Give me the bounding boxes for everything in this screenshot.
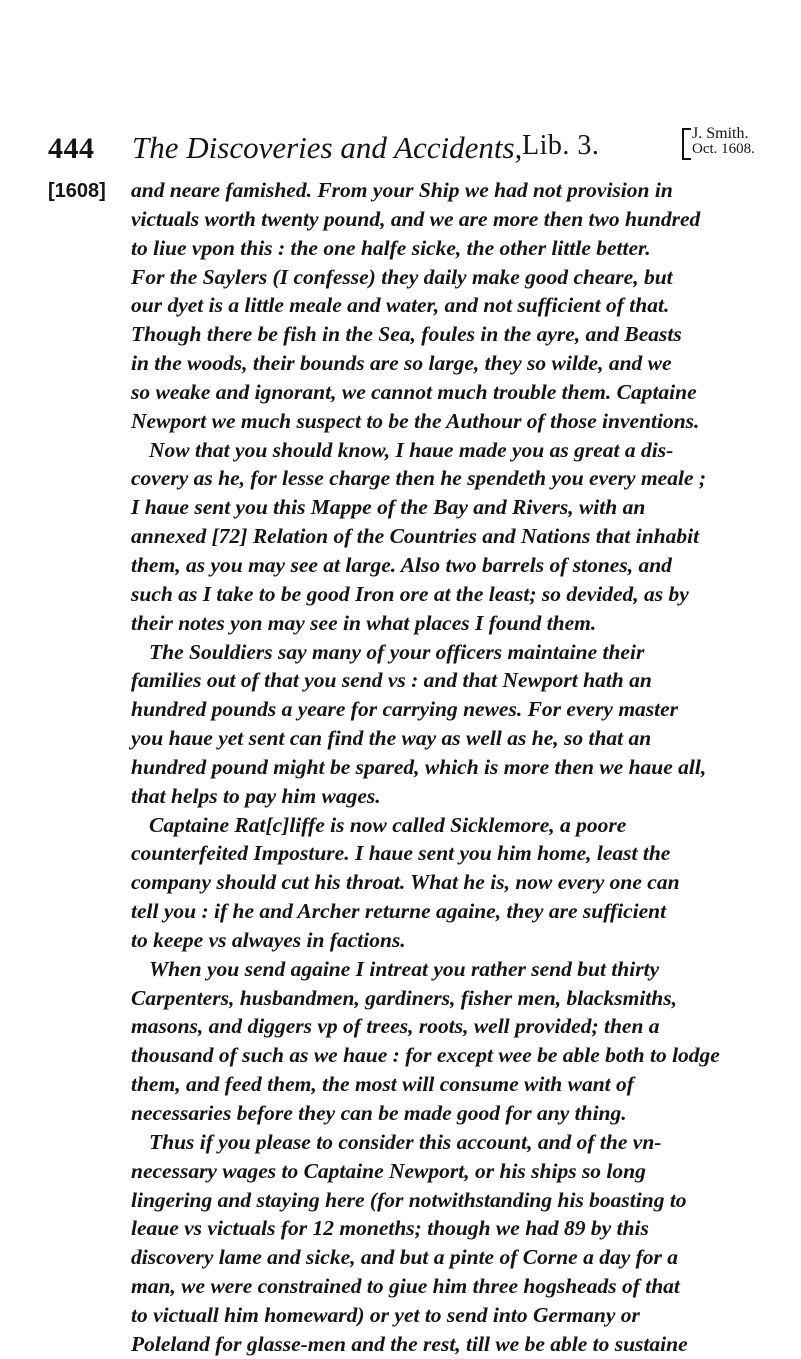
text-line: their notes yon may see in what places I found them. <box>131 610 597 635</box>
text-line: Newport we much suspect to be the Authour of those inventions. <box>131 408 700 433</box>
book-reference: Lib. 3. <box>522 130 600 161</box>
margin-note-author: J. Smith. <box>692 125 749 142</box>
text-line: necessary wages to Captaine Newport, or his ships so long <box>131 1158 646 1183</box>
text-line: Poleland for glasse-men and the rest, till we be able to sustaine <box>131 1331 688 1356</box>
text-line: I haue sent you this Mappe of the Bay and Rivers, with an <box>131 495 646 520</box>
text-line: you haue yet sent can find the way as well as he, so that an <box>131 726 652 751</box>
text-line: hundred pound might be spared, which is more then we haue all, <box>131 754 707 779</box>
text-line: Though there be fish in the Sea, foules in the ayre, and Beasts <box>131 322 682 347</box>
text-line: leaue vs victuals for 12 moneths; though we had 89 by this <box>131 1216 649 1241</box>
text-line: When you send againe I intreat you rather send but thirty <box>149 956 660 981</box>
margin-note-date: Oct. 1608. <box>692 141 755 157</box>
text-line: Thus if you please to consider this account, and of the vn- <box>149 1129 662 1154</box>
text-line: thousand of such as we haue : for except wee be able both to lodge <box>131 1043 720 1068</box>
text-line: Now that you should know, I haue made you as great a dis- <box>149 437 674 462</box>
text-line: to victuall him homeward) or yet to send into Germany or <box>131 1302 640 1327</box>
year-marker: [1608] <box>48 180 106 202</box>
text-line: so weake and ignorant, we cannot much trouble them. Captaine <box>131 379 697 404</box>
running-title: The Discoveries and Accidents, <box>132 130 523 165</box>
text-line: lingering and staying here (for notwithstanding his boasting to <box>131 1187 687 1212</box>
text-line: discovery lame and sicke, and but a pinte of Corne a day for a <box>131 1245 679 1270</box>
text-line: victuals worth twenty pound, and we are more then two hundred <box>131 206 701 231</box>
text-line: covery as he, for lesse charge then he spendeth you every meale ; <box>131 466 707 491</box>
body-text <box>131 176 761 1359</box>
text-line: necessaries before they can be made good for any thing. <box>131 1101 627 1125</box>
text-line: them, as you may see at large. Also two barrels of stones, and <box>131 552 672 577</box>
text-line: to keepe vs alwayes in factions. <box>131 927 406 952</box>
text-line: and neare famished. From your Ship we had not provision in <box>131 178 673 202</box>
text-line: that helps to pay him wages. <box>131 783 381 808</box>
text-line: in the woods, their bounds are so large, they so wilde, and we <box>131 351 672 376</box>
text-line: to liue vpon this : the one halfe sicke, the other little better. <box>131 235 651 260</box>
text-line: counterfeited Imposture. I haue sent you him home, least the <box>131 841 671 866</box>
text-line: Carpenters, husbandmen, gardiners, fisher men, blacksmiths, <box>131 985 677 1010</box>
text-line: Captaine Rat[c]liffe is now called Sicklemore, a poore <box>149 812 627 837</box>
text-line: hundred pounds a yeare for carrying newes. For every master <box>131 697 679 722</box>
text-line: man, we were constrained to giue him three hogsheads of that <box>131 1274 680 1299</box>
text-line: annexed [72] Relation of the Countries and Nations that inhabit <box>131 524 700 549</box>
text-line: For the Saylers (I confesse) they daily make good cheare, but <box>131 264 673 289</box>
page-header <box>48 126 760 166</box>
bracket-icon <box>682 128 691 160</box>
text-line: our dyet is a little meale and water, and not sufficient of that. <box>131 293 670 318</box>
margin-note <box>682 126 762 160</box>
text-line: masons, and diggers vp of trees, roots, well provided; then a <box>131 1014 660 1039</box>
text-line: them, and feed them, the most will consume with want of <box>131 1072 634 1097</box>
text-line: families out of that you send vs : and that Newport hath an <box>131 668 652 693</box>
text-line: such as I take to be good Iron ore at the least; so devided, as by <box>131 581 689 606</box>
text-line: company should cut his throat. What he is, now every one can <box>131 870 680 895</box>
text-line: The Souldiers say many of your officers maintaine their <box>149 639 645 664</box>
page-number: 444 <box>48 132 95 165</box>
text-line: tell you : if he and Archer returne againe, they are sufficient <box>131 899 667 924</box>
